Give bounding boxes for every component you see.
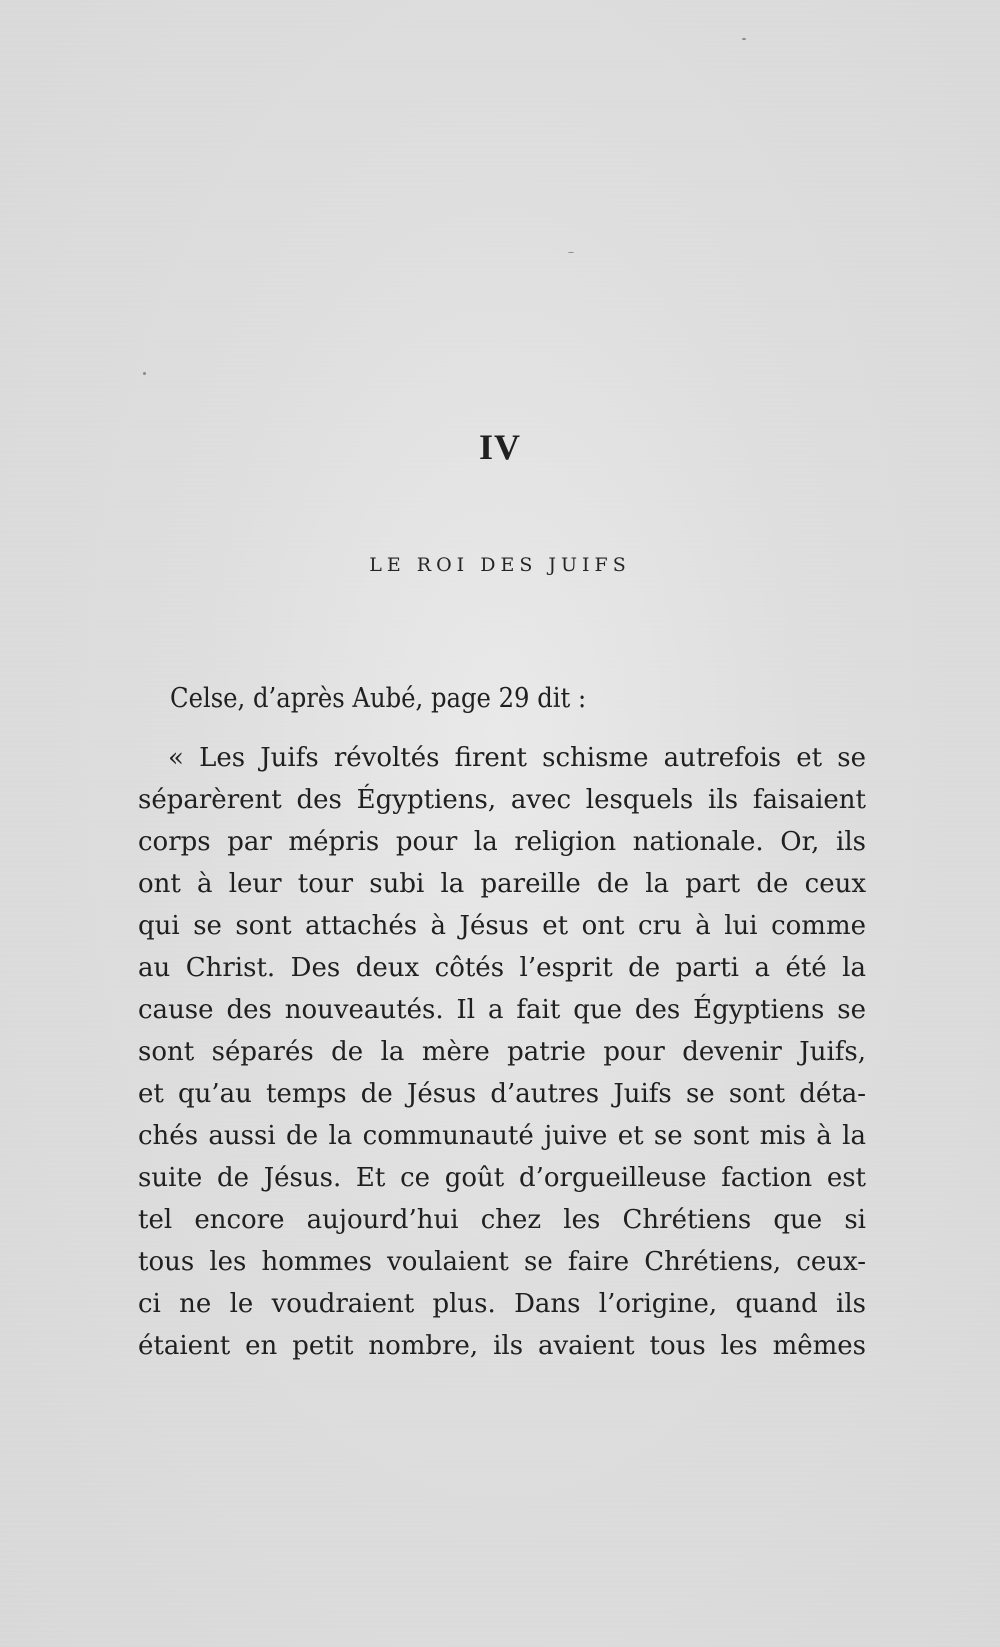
quote-line: cause des nouveautés. Il a fait que des Égyptiens se — [138, 995, 866, 1025]
quote-line: chés aussi de la communauté juive et se sont mis à la — [138, 1121, 866, 1151]
quote-line: et qu’au temps de Jésus d’autres Juifs se sont déta- — [138, 1079, 866, 1109]
chapter-number: IV — [478, 427, 521, 467]
quote-line: corps par mépris pour la religion nationale. Or, ils — [138, 827, 866, 857]
paper-speck — [568, 252, 574, 253]
quote-line: tel encore aujourd’hui chez les Chrétiens que si — [138, 1205, 866, 1235]
intro-paragraph: Celse, d’après Aubé, page 29 dit : — [170, 683, 587, 714]
quote-line: séparèrent des Égyptiens, avec lesquels ils faisaient — [138, 785, 866, 815]
quote-line: tous les hommes voulaient se faire Chrétiens, ceux- — [138, 1247, 866, 1277]
quote-line: suite de Jésus. Et ce goût d’orgueilleuse faction est — [138, 1163, 866, 1193]
paper-speck — [143, 372, 146, 375]
chapter-title: LE ROI DES JUIFS — [369, 554, 631, 576]
quote-line: « Les Juifs révoltés firent schisme autrefois et se — [168, 743, 866, 773]
quote-line: qui se sont attachés à Jésus et ont cru à lui comme — [138, 911, 866, 941]
paper-speck — [742, 38, 746, 40]
quote-line: au Christ. Des deux côtés l’esprit de parti a été la — [138, 953, 866, 983]
quote-line: ont à leur tour subi la pareille de la part de ceux — [138, 869, 866, 899]
quote-line: sont séparés de la mère patrie pour devenir Juifs, — [138, 1037, 866, 1067]
quote-line: étaient en petit nombre, ils avaient tous les mêmes — [138, 1331, 866, 1361]
quote-line: ci ne le voudraient plus. Dans l’origine, quand ils — [138, 1289, 866, 1319]
